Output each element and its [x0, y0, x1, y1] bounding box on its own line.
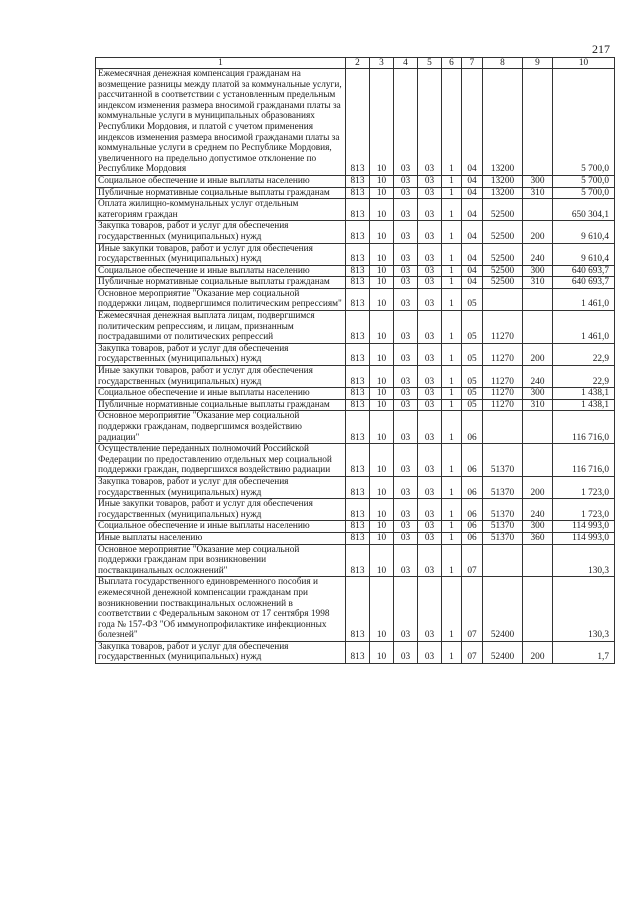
- cell-col-5: 03: [418, 399, 442, 411]
- cell-col-9: 240: [523, 366, 553, 388]
- table-row: [96, 577, 615, 642]
- cell-col-10: 5 700,0: [553, 175, 615, 187]
- cell-col-3: 10: [370, 544, 394, 577]
- cell-col-3: 10: [370, 521, 394, 533]
- cell-col-2: 813: [346, 499, 370, 521]
- cell-col-6: 1: [442, 243, 462, 265]
- cell-col-4: 03: [394, 311, 418, 344]
- row-name-cell: Иные закупки товаров, работ и услуг для обеспечения государственных (муниципальных) нужд: [96, 499, 346, 521]
- table-row: [96, 187, 615, 199]
- cell-col-8: 11270: [483, 366, 523, 388]
- cell-col-5: 03: [418, 199, 442, 221]
- cell-col-5: 03: [418, 544, 442, 577]
- cell-col-3: 10: [370, 476, 394, 498]
- page-number: 217: [592, 42, 610, 56]
- cell-col-2: 813: [346, 532, 370, 544]
- cell-col-5: 03: [418, 288, 442, 310]
- row-name-cell: Иные выплаты населению: [96, 532, 346, 544]
- cell-col-9: 310: [523, 277, 553, 289]
- cell-col-3: 10: [370, 69, 394, 176]
- cell-col-4: 03: [394, 532, 418, 544]
- cell-col-3: 10: [370, 175, 394, 187]
- cell-col-3: 10: [370, 288, 394, 310]
- cell-col-5: 03: [418, 69, 442, 176]
- cell-col-8: 11270: [483, 343, 523, 365]
- cell-col-3: 10: [370, 577, 394, 642]
- cell-col-9: [523, 311, 553, 344]
- row-name-cell: Осуществление переданных полномочий Российской Федерации по предоставлению отдельных мер социальной поддержки граждан, подвергшихся воздействию радиации: [96, 444, 346, 477]
- cell-col-3: 10: [370, 187, 394, 199]
- cell-col-6: 1: [442, 343, 462, 365]
- cell-col-8: 52500: [483, 199, 523, 221]
- cell-col-4: 03: [394, 411, 418, 444]
- cell-col-10: 130,3: [553, 544, 615, 577]
- cell-col-10: 1 723,0: [553, 499, 615, 521]
- cell-col-10: 1 438,1: [553, 399, 615, 411]
- cell-col-2: 813: [346, 243, 370, 265]
- cell-col-9: 200: [523, 221, 553, 243]
- cell-col-5: 03: [418, 532, 442, 544]
- table-row: [96, 444, 615, 477]
- cell-col-6: 1: [442, 311, 462, 344]
- cell-col-10: 130,3: [553, 577, 615, 642]
- cell-col-2: 813: [346, 411, 370, 444]
- cell-col-5: 03: [418, 187, 442, 199]
- cell-col-5: 03: [418, 444, 442, 477]
- cell-col-5: 03: [418, 499, 442, 521]
- cell-col-5: 03: [418, 277, 442, 289]
- row-name-cell: Социальное обеспечение и иные выплаты населению: [96, 388, 346, 400]
- cell-col-6: 1: [442, 288, 462, 310]
- cell-col-6: 1: [442, 366, 462, 388]
- table-row: [96, 343, 615, 365]
- row-name-cell: Основное мероприятие "Оказание мер социальной поддержки гражданам при возникновении поствакцинальных осложнений": [96, 544, 346, 577]
- cell-col-10: 114 993,0: [553, 532, 615, 544]
- table-row: [96, 532, 615, 544]
- cell-col-2: 813: [346, 476, 370, 498]
- table-row: [96, 366, 615, 388]
- cell-col-6: 1: [442, 277, 462, 289]
- cell-col-4: 03: [394, 388, 418, 400]
- cell-col-10: 22,9: [553, 343, 615, 365]
- cell-col-9: 240: [523, 243, 553, 265]
- table-row: [96, 277, 615, 289]
- cell-col-5: 03: [418, 476, 442, 498]
- cell-col-5: 03: [418, 641, 442, 663]
- column-header: 8: [483, 58, 523, 69]
- cell-col-4: 03: [394, 577, 418, 642]
- cell-col-2: 813: [346, 175, 370, 187]
- cell-col-9: 310: [523, 399, 553, 411]
- cell-col-7: 04: [462, 277, 483, 289]
- cell-col-2: 813: [346, 399, 370, 411]
- cell-col-7: 05: [462, 343, 483, 365]
- cell-col-4: 03: [394, 476, 418, 498]
- row-name-cell: Публичные нормативные социальные выплаты гражданам: [96, 187, 346, 199]
- row-name-cell: Публичные нормативные социальные выплаты гражданам: [96, 399, 346, 411]
- column-header: 3: [370, 58, 394, 69]
- table-row: [96, 476, 615, 498]
- cell-col-8: [483, 411, 523, 444]
- cell-col-7: 04: [462, 265, 483, 277]
- cell-col-10: 116 716,0: [553, 411, 615, 444]
- cell-col-8: 51370: [483, 444, 523, 477]
- cell-col-8: [483, 544, 523, 577]
- cell-col-3: 10: [370, 444, 394, 477]
- cell-col-10: 114 993,0: [553, 521, 615, 533]
- cell-col-9: [523, 69, 553, 176]
- table-row: [96, 221, 615, 243]
- row-name-cell: Ежемесячная денежная компенсация гражданам на возмещение разницы между платой за коммунальные услуги, рассчитанной в соответствии с установленным предельным индексом изменения размера вносимой гражданами платы за коммунальные услуги в муниципальных образованиях Республики Мордовия, и платой с учетом применения индексов изменения размера вносимой гражданами платы за коммунальные услуги в среднем по Республике Мордовия, увеличенного на предельно допустимое отклонение по Республике Мордовия: [96, 69, 346, 176]
- cell-col-5: 03: [418, 411, 442, 444]
- cell-col-5: 03: [418, 311, 442, 344]
- cell-col-10: 5 700,0: [553, 187, 615, 199]
- cell-col-2: 813: [346, 311, 370, 344]
- table-row: [96, 265, 615, 277]
- cell-col-3: 10: [370, 366, 394, 388]
- table-row: [96, 288, 615, 310]
- row-name-cell: Иные закупки товаров, работ и услуг для обеспечения государственных (муниципальных) нужд: [96, 243, 346, 265]
- cell-col-10: 640 693,7: [553, 277, 615, 289]
- row-name-cell: Социальное обеспечение и иные выплаты населению: [96, 175, 346, 187]
- cell-col-10: 1 723,0: [553, 476, 615, 498]
- table-row: [96, 175, 615, 187]
- cell-col-2: 813: [346, 366, 370, 388]
- cell-col-7: 06: [462, 444, 483, 477]
- cell-col-7: 05: [462, 288, 483, 310]
- cell-col-4: 03: [394, 187, 418, 199]
- cell-col-7: 05: [462, 399, 483, 411]
- cell-col-8: 52400: [483, 577, 523, 642]
- cell-col-2: 813: [346, 521, 370, 533]
- cell-col-2: 813: [346, 544, 370, 577]
- cell-col-9: [523, 288, 553, 310]
- cell-col-9: 300: [523, 388, 553, 400]
- cell-col-9: 300: [523, 521, 553, 533]
- cell-col-8: 11270: [483, 388, 523, 400]
- cell-col-6: 1: [442, 521, 462, 533]
- cell-col-9: 200: [523, 343, 553, 365]
- table-row: [96, 544, 615, 577]
- cell-col-8: 11270: [483, 311, 523, 344]
- cell-col-9: 300: [523, 175, 553, 187]
- cell-col-8: 52500: [483, 277, 523, 289]
- cell-col-4: 03: [394, 288, 418, 310]
- column-header: 4: [394, 58, 418, 69]
- cell-col-4: 03: [394, 544, 418, 577]
- cell-col-3: 10: [370, 411, 394, 444]
- cell-col-8: 13200: [483, 175, 523, 187]
- cell-col-10: 1 438,1: [553, 388, 615, 400]
- cell-col-8: 52500: [483, 243, 523, 265]
- row-name-cell: Основное мероприятие "Оказание мер социальной поддержки лицам, подвергшимся политическим репрессиям": [96, 288, 346, 310]
- cell-col-10: 5 700,0: [553, 69, 615, 176]
- budget-table: [95, 57, 615, 664]
- cell-col-10: 22,9: [553, 366, 615, 388]
- cell-col-4: 03: [394, 399, 418, 411]
- column-header: 2: [346, 58, 370, 69]
- cell-col-10: 1 461,0: [553, 288, 615, 310]
- cell-col-5: 03: [418, 175, 442, 187]
- table-row: [96, 399, 615, 411]
- cell-col-3: 10: [370, 277, 394, 289]
- cell-col-4: 03: [394, 265, 418, 277]
- row-name-cell: Оплата жилищно-коммунальных услуг отдельным категориям граждан: [96, 199, 346, 221]
- table-row: [96, 388, 615, 400]
- cell-col-6: 1: [442, 221, 462, 243]
- cell-col-9: 200: [523, 476, 553, 498]
- row-name-cell: Закупка товаров, работ и услуг для обеспечения государственных (муниципальных) нужд: [96, 641, 346, 663]
- column-header: 9: [523, 58, 553, 69]
- row-name-cell: Закупка товаров, работ и услуг для обеспечения государственных (муниципальных) нужд: [96, 476, 346, 498]
- table-row: [96, 243, 615, 265]
- cell-col-6: 1: [442, 641, 462, 663]
- cell-col-5: 03: [418, 366, 442, 388]
- cell-col-4: 03: [394, 343, 418, 365]
- cell-col-2: 813: [346, 577, 370, 642]
- cell-col-2: 813: [346, 641, 370, 663]
- cell-col-9: [523, 199, 553, 221]
- cell-col-10: 9 610,4: [553, 221, 615, 243]
- column-header: 10: [553, 58, 615, 69]
- table-row: [96, 641, 615, 663]
- cell-col-6: 1: [442, 444, 462, 477]
- cell-col-3: 10: [370, 499, 394, 521]
- cell-col-3: 10: [370, 199, 394, 221]
- cell-col-7: 04: [462, 187, 483, 199]
- row-name-cell: Публичные нормативные социальные выплаты гражданам: [96, 277, 346, 289]
- cell-col-8: 13200: [483, 187, 523, 199]
- cell-col-9: [523, 411, 553, 444]
- table-row: [96, 69, 615, 176]
- cell-col-3: 10: [370, 243, 394, 265]
- cell-col-7: 06: [462, 411, 483, 444]
- cell-col-5: 03: [418, 343, 442, 365]
- row-name-cell: Основное мероприятие "Оказание мер социальной поддержки гражданам, подвергшимся воздействию радиации": [96, 411, 346, 444]
- cell-col-3: 10: [370, 311, 394, 344]
- row-name-cell: Иные закупки товаров, работ и услуг для обеспечения государственных (муниципальных) нужд: [96, 366, 346, 388]
- cell-col-7: 04: [462, 221, 483, 243]
- cell-col-6: 1: [442, 399, 462, 411]
- cell-col-6: 1: [442, 499, 462, 521]
- cell-col-7: 04: [462, 199, 483, 221]
- cell-col-3: 10: [370, 532, 394, 544]
- cell-col-4: 03: [394, 641, 418, 663]
- cell-col-4: 03: [394, 444, 418, 477]
- cell-col-9: [523, 444, 553, 477]
- table-row: [96, 311, 615, 344]
- row-name-cell: Социальное обеспечение и иные выплаты населению: [96, 265, 346, 277]
- row-name-cell: Выплата государственного единовременного пособия и ежемесячной денежной компенсации гражданам при возникновении поствакцинальных осложнений в соответствии с Федеральным законом от 17 сентября 1998 года № 157-ФЗ "Об иммунопрофилактике инфекционных болезней": [96, 577, 346, 642]
- cell-col-2: 813: [346, 444, 370, 477]
- cell-col-8: 51370: [483, 532, 523, 544]
- cell-col-8: 52500: [483, 265, 523, 277]
- cell-col-7: 07: [462, 544, 483, 577]
- cell-col-7: 04: [462, 243, 483, 265]
- cell-col-10: 650 304,1: [553, 199, 615, 221]
- cell-col-10: 640 693,7: [553, 265, 615, 277]
- cell-col-9: 300: [523, 265, 553, 277]
- cell-col-2: 813: [346, 221, 370, 243]
- cell-col-5: 03: [418, 577, 442, 642]
- cell-col-6: 1: [442, 532, 462, 544]
- cell-col-4: 03: [394, 175, 418, 187]
- cell-col-2: 813: [346, 187, 370, 199]
- cell-col-2: 813: [346, 69, 370, 176]
- cell-col-2: 813: [346, 277, 370, 289]
- cell-col-10: 1,7: [553, 641, 615, 663]
- cell-col-8: 13200: [483, 69, 523, 176]
- column-header: 7: [462, 58, 483, 69]
- cell-col-8: 51370: [483, 521, 523, 533]
- cell-col-3: 10: [370, 399, 394, 411]
- cell-col-8: 52400: [483, 641, 523, 663]
- cell-col-7: 04: [462, 175, 483, 187]
- cell-col-7: 06: [462, 532, 483, 544]
- row-name-cell: Ежемесячная денежная выплата лицам, подвергшимся политическим репрессиям, и лицам, признанным пострадавшими от политических репрессий: [96, 311, 346, 344]
- cell-col-2: 813: [346, 265, 370, 277]
- cell-col-8: 51370: [483, 499, 523, 521]
- cell-col-4: 03: [394, 243, 418, 265]
- row-name-cell: Закупка товаров, работ и услуг для обеспечения государственных (муниципальных) нужд: [96, 343, 346, 365]
- cell-col-4: 03: [394, 199, 418, 221]
- cell-col-10: 116 716,0: [553, 444, 615, 477]
- cell-col-6: 1: [442, 476, 462, 498]
- cell-col-3: 10: [370, 265, 394, 277]
- cell-col-5: 03: [418, 221, 442, 243]
- cell-col-9: 360: [523, 532, 553, 544]
- cell-col-3: 10: [370, 343, 394, 365]
- cell-col-7: 06: [462, 476, 483, 498]
- cell-col-5: 03: [418, 521, 442, 533]
- cell-col-9: [523, 577, 553, 642]
- cell-col-4: 03: [394, 521, 418, 533]
- cell-col-4: 03: [394, 499, 418, 521]
- cell-col-2: 813: [346, 388, 370, 400]
- cell-col-4: 03: [394, 69, 418, 176]
- cell-col-4: 03: [394, 366, 418, 388]
- cell-col-9: 200: [523, 641, 553, 663]
- cell-col-7: 07: [462, 641, 483, 663]
- cell-col-9: [523, 544, 553, 577]
- cell-col-7: 06: [462, 521, 483, 533]
- cell-col-6: 1: [442, 265, 462, 277]
- cell-col-7: 04: [462, 69, 483, 176]
- cell-col-3: 10: [370, 388, 394, 400]
- cell-col-6: 1: [442, 388, 462, 400]
- cell-col-8: [483, 288, 523, 310]
- cell-col-6: 1: [442, 175, 462, 187]
- row-name-cell: Социальное обеспечение и иные выплаты населению: [96, 521, 346, 533]
- table-row: [96, 199, 615, 221]
- row-name-cell: Закупка товаров, работ и услуг для обеспечения государственных (муниципальных) нужд: [96, 221, 346, 243]
- cell-col-8: 11270: [483, 399, 523, 411]
- column-header: 5: [418, 58, 442, 69]
- table-row: [96, 521, 615, 533]
- table-row: [96, 499, 615, 521]
- cell-col-6: 1: [442, 69, 462, 176]
- cell-col-4: 03: [394, 277, 418, 289]
- table-body: [96, 69, 615, 664]
- cell-col-3: 10: [370, 641, 394, 663]
- cell-col-2: 813: [346, 199, 370, 221]
- column-header: 6: [442, 58, 462, 69]
- cell-col-7: 05: [462, 388, 483, 400]
- cell-col-7: 07: [462, 577, 483, 642]
- cell-col-3: 10: [370, 221, 394, 243]
- cell-col-5: 03: [418, 243, 442, 265]
- cell-col-10: 1 461,0: [553, 311, 615, 344]
- cell-col-7: 05: [462, 366, 483, 388]
- cell-col-2: 813: [346, 288, 370, 310]
- cell-col-6: 1: [442, 411, 462, 444]
- cell-col-7: 06: [462, 499, 483, 521]
- cell-col-6: 1: [442, 187, 462, 199]
- cell-col-5: 03: [418, 388, 442, 400]
- cell-col-9: 310: [523, 187, 553, 199]
- cell-col-2: 813: [346, 343, 370, 365]
- cell-col-8: 51370: [483, 476, 523, 498]
- cell-col-6: 1: [442, 544, 462, 577]
- cell-col-5: 03: [418, 265, 442, 277]
- cell-col-6: 1: [442, 577, 462, 642]
- cell-col-7: 05: [462, 311, 483, 344]
- column-header: 1: [96, 58, 346, 69]
- cell-col-9: 240: [523, 499, 553, 521]
- cell-col-6: 1: [442, 199, 462, 221]
- cell-col-4: 03: [394, 221, 418, 243]
- table-row: [96, 411, 615, 444]
- cell-col-8: 52500: [483, 221, 523, 243]
- table-header-row: [96, 58, 615, 69]
- cell-col-10: 9 610,4: [553, 243, 615, 265]
